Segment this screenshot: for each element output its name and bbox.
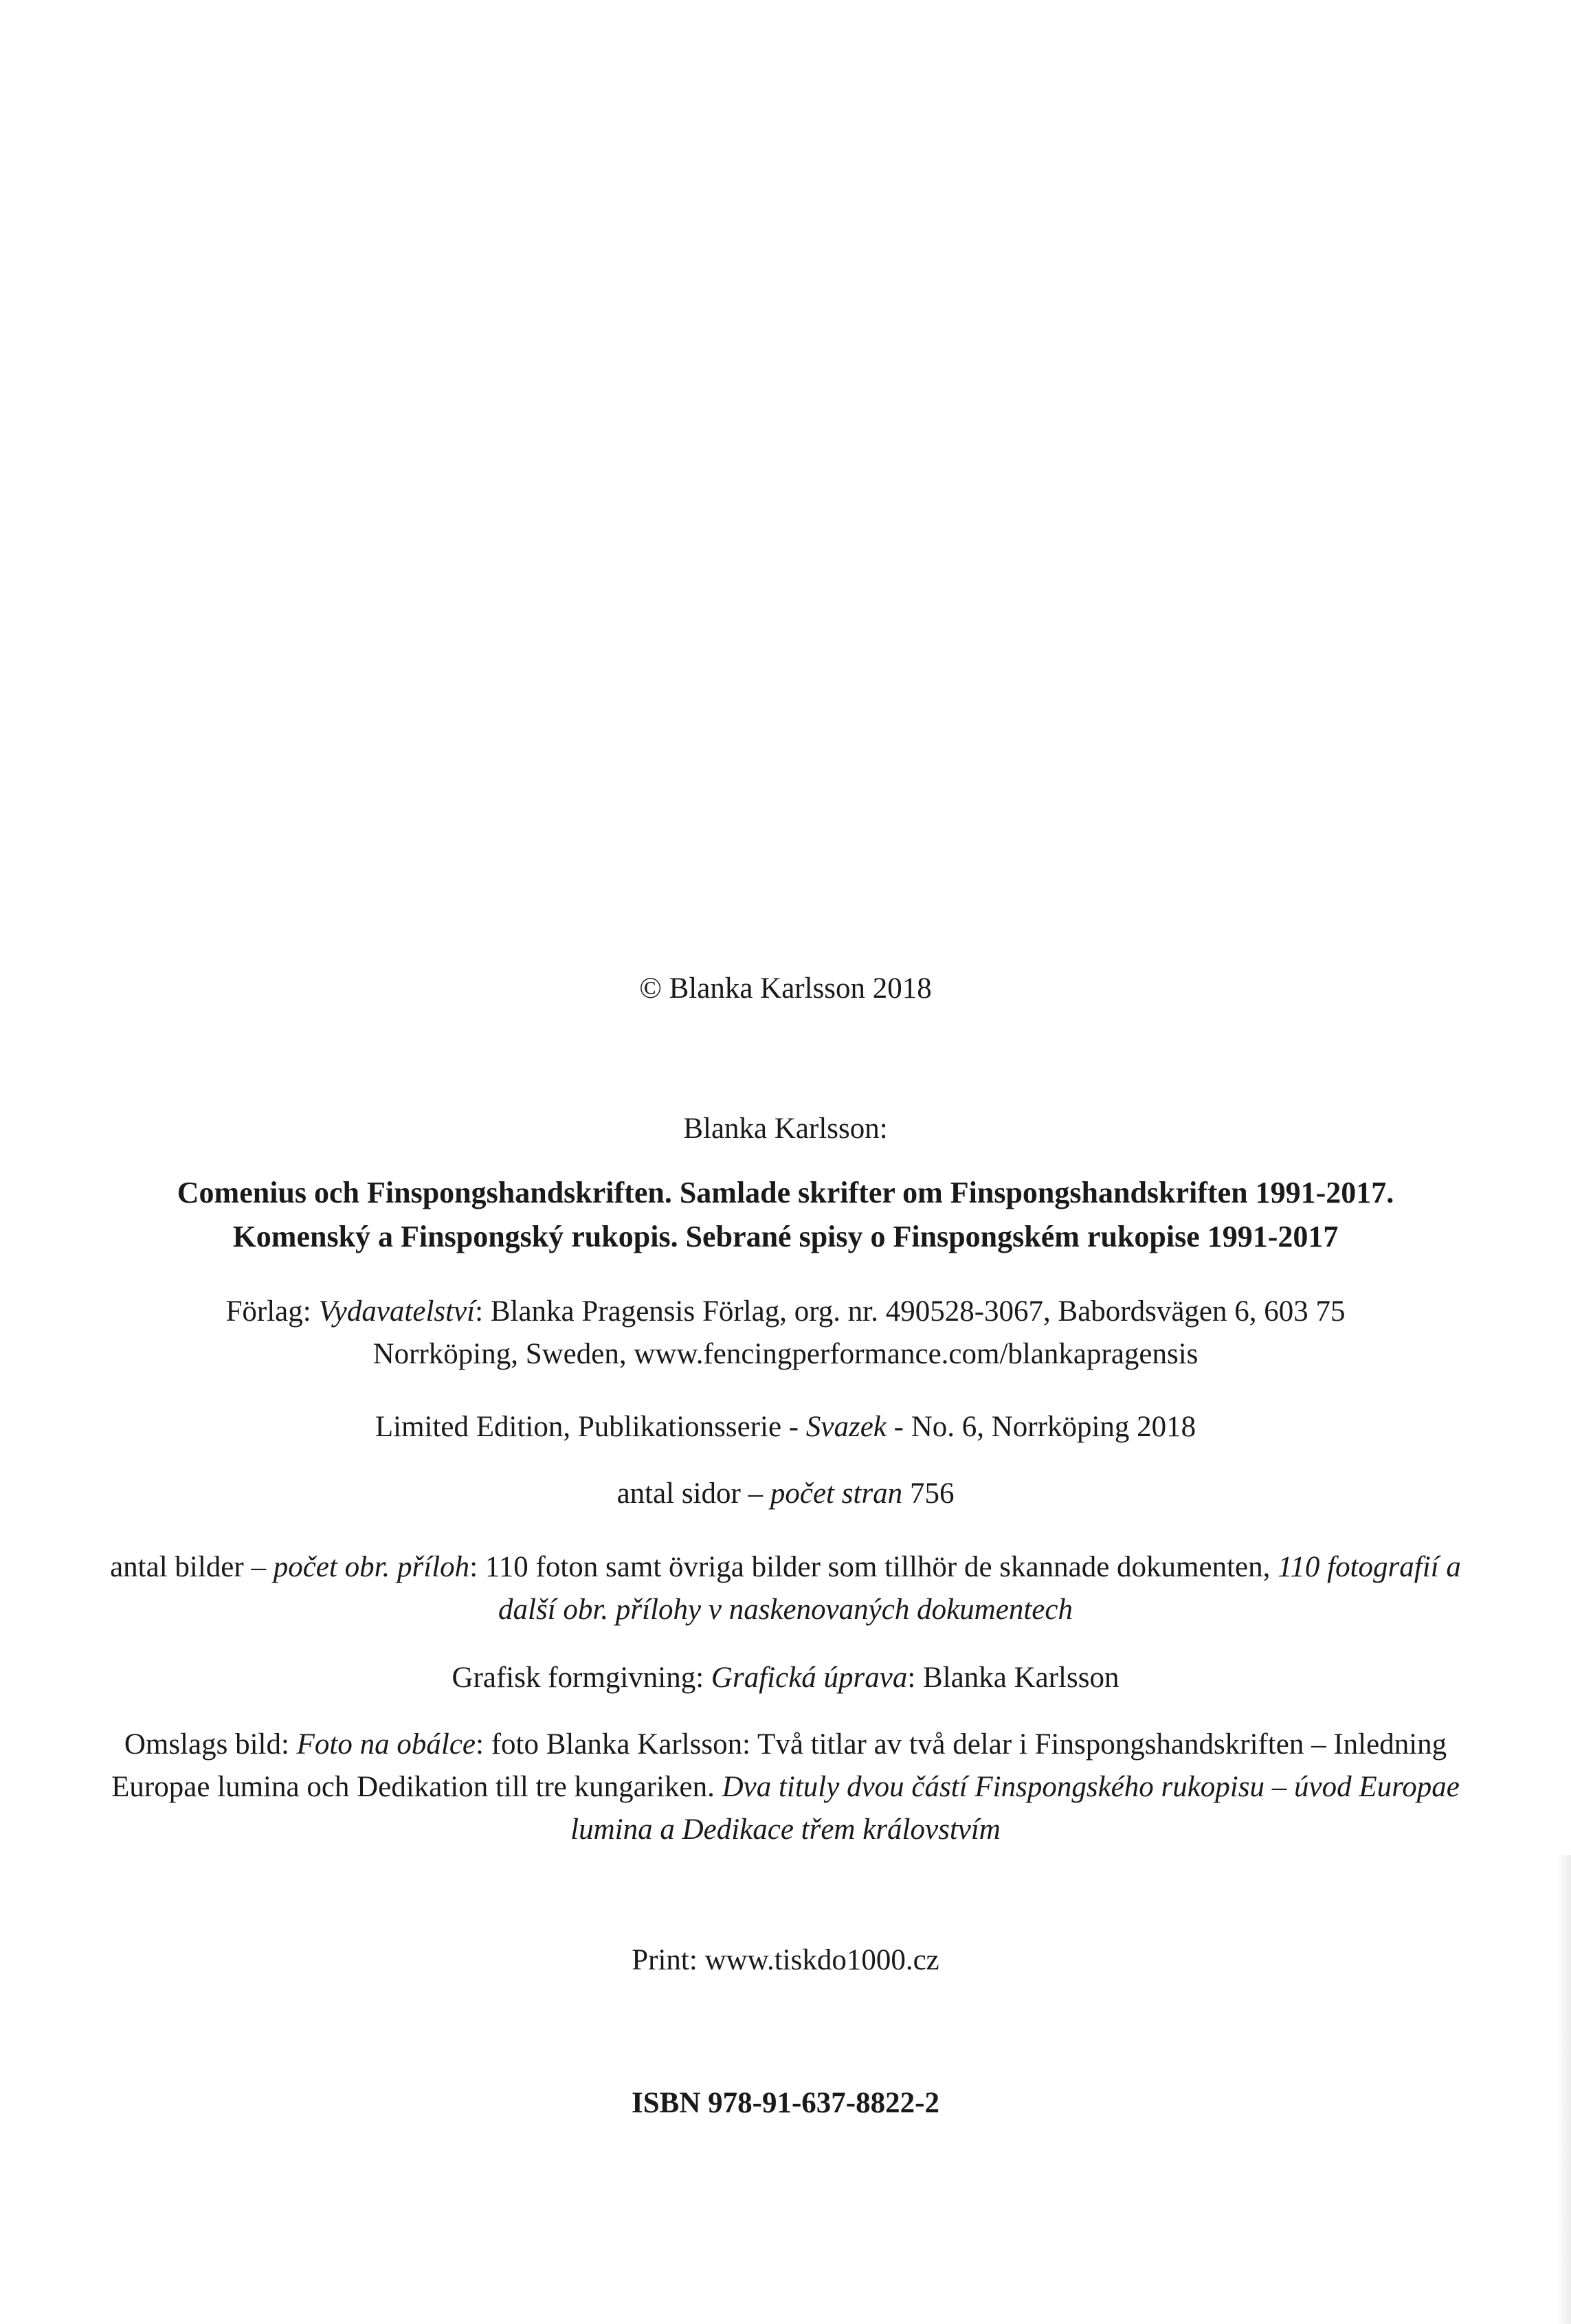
publisher-label-czech: Vydavatelství <box>318 1295 476 1328</box>
image-count <box>82 1546 1489 1631</box>
publisher-line-1 <box>0 1291 1571 1333</box>
page-count-label-czech: počet stran <box>770 1477 903 1510</box>
design-name: : Blanka Karlsson <box>907 1662 1119 1694</box>
publisher-text-1: : Blanka Pragensis Förlag, org. nr. 490528-3067, Babordsvägen 6, 603 75 <box>475 1295 1346 1328</box>
publisher-label-swedish: Förlag: <box>225 1295 319 1328</box>
edition-info <box>0 1406 1571 1449</box>
image-count-label: antal bilder – <box>110 1551 274 1583</box>
book-title-czech: Komenský a Finspongský rukopis. Sebrané spisy o Finspongském rukopise 1991-2017 <box>232 1220 1339 1253</box>
edition-italic: Svazek <box>805 1411 887 1443</box>
page-count <box>0 1473 1571 1515</box>
edition-text-after: - No. 6, Norrköping 2018 <box>886 1411 1196 1443</box>
graphic-design-credit <box>0 1657 1571 1699</box>
book-title <box>0 1171 1571 1259</box>
page-count-label: antal sidor – <box>616 1477 770 1510</box>
copyright-notice: © Blanka Karlsson 2018 <box>639 972 932 1005</box>
edition-text-before: Limited Edition, Publikationsserie - <box>375 1411 806 1443</box>
publisher-info <box>0 1291 1571 1376</box>
cover-label: Omslags bild: <box>124 1728 297 1761</box>
image-count-text: : 110 foton samt övriga bilder som tillhör de skannade dokumenten, <box>469 1551 1278 1583</box>
image-count-text-czech: 110 fotografií a další obr. přílohy v naskenovaných dokumentech <box>498 1551 1461 1626</box>
book-title-swedish: Comenius och Finspongshandskriften. Samlade skrifter om Finspongshandskriften 1991-2017. <box>177 1176 1394 1209</box>
image-count-label-czech: počet obr. příloh <box>273 1551 470 1583</box>
publisher-line-2: Norrköping, Sweden, www.fencingperformance.com/blankapragensis <box>372 1338 1199 1370</box>
printer-info: Print: www.tiskdo1000.cz <box>632 1944 939 1976</box>
cover-text: : foto Blanka Karlsson: Två titlar av två delar i Finspongshandskriften – Inledning Europae lumina och Dedikation till tre kungariken. <box>111 1728 1447 1803</box>
design-label: Grafisk formgivning: <box>452 1662 711 1694</box>
cover-text-czech: Dva tituly dvou částí Finspongského rukopisu – úvod Europae lumina a Dedikace třem královstvím <box>570 1771 1460 1846</box>
isbn: ISBN 978-91-637-8822-2 <box>632 2087 939 2119</box>
scan-shadow-edge <box>1556 1855 1571 2324</box>
design-label-czech: Grafická úprava <box>711 1662 908 1694</box>
page-count-value: 756 <box>902 1477 955 1510</box>
cover-label-czech: Foto na obálce <box>296 1728 476 1761</box>
cover-image-credit <box>96 1723 1475 1851</box>
author-name: Blanka Karlsson: <box>683 1113 888 1145</box>
